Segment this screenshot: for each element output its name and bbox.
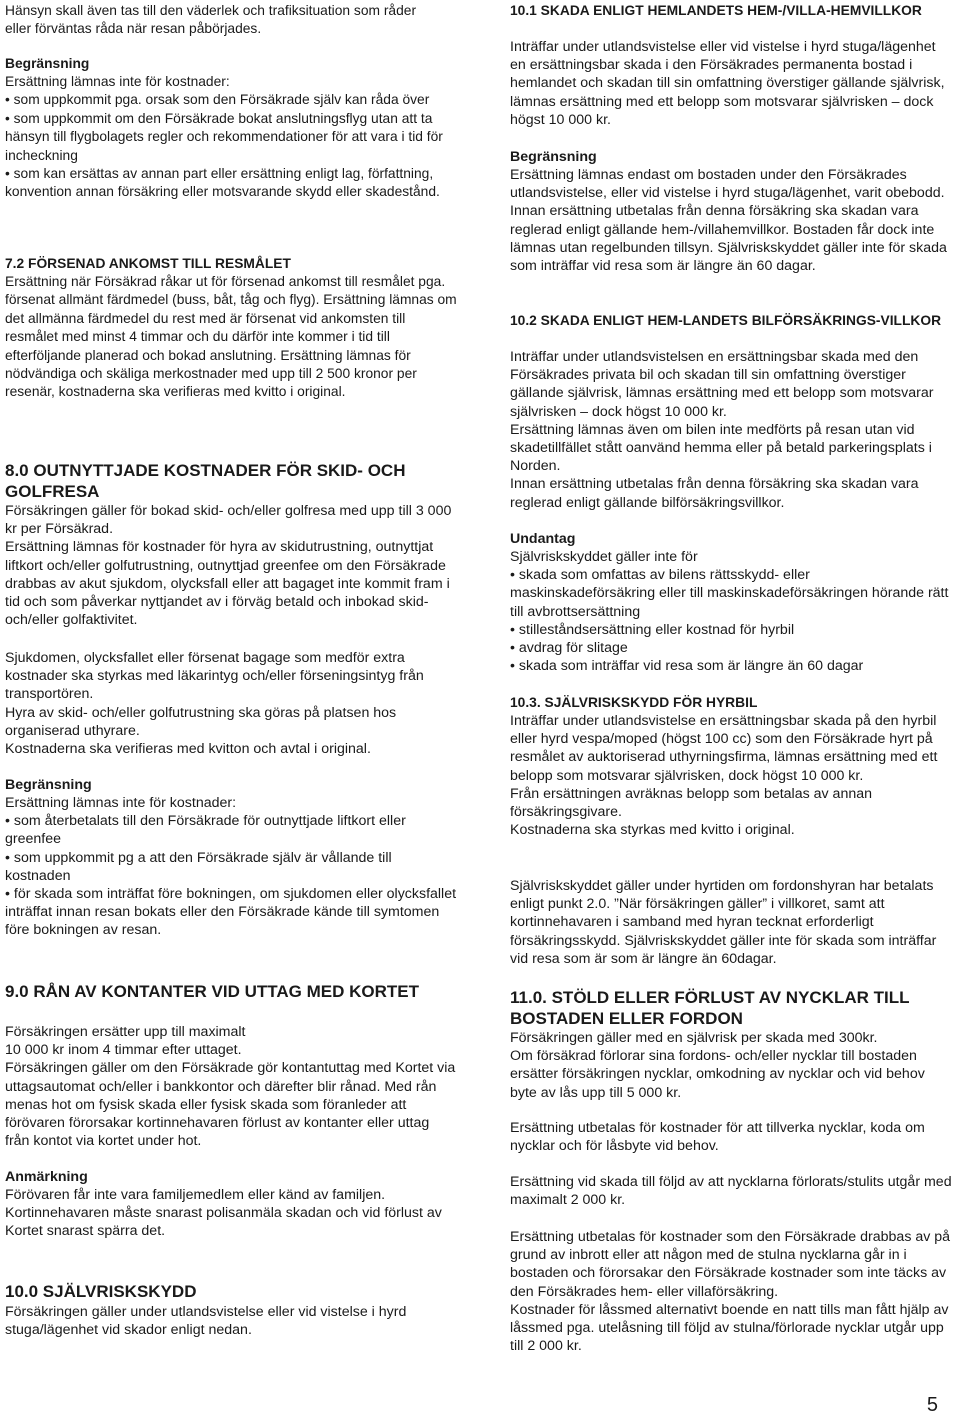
- intro-paragraph: Hänsyn skall även tas till den väderlek och trafiksituation som råder eller förväntas råda när resan påbörjades.: [5, 3, 417, 37]
- section-11-text-4: Ersättning utbetalas för kostnader som den Försäkrade drabbas av på grund av inbrott eller att någon med de stulna nycklarna går in i bostaden och förorsakar den Försäkrade kostnader som inte täcks av den Försäkrades hem- eller villaförsäkring. Kostnader för låssmed alternativt boende en natt tills man fått hjälp av låssmed pga. utelåsning till följd av stulna/förlorade nycklar utgår upp till 2 000 kr.: [510, 1229, 951, 1355]
- section-11-text-3: Ersättning vid skada till följd av att nycklarna förlorats/stulits utgår med maximalt 2 000 kr.: [510, 1174, 952, 1209]
- limitation-heading-2: Begränsning: [5, 777, 92, 793]
- section-10-3-heading: 10.3. SJÄLVRISKSKYDD FÖR HYRBIL: [510, 695, 758, 710]
- section-8-text-2: Sjukdomen, olycksfallet eller försenat bagage som medför extra kostnader ska styrkas med läkarintyg och/eller förseningsintyg från transportören. Hyra av skid- och/eller golfutrustning ska göras på platsen hos organiserad uthyrare. Kostnaderna ska verifieras med kvitton och avtal i original.: [5, 650, 424, 758]
- section-7-2-text: Ersättning när Försäkrad råkar ut för försenad ankomst till resmålet pga. försenat allmänt färdmedel (buss, båt, tåg och flyg). Ersättning lämnas om det allmänna färdmedel du rest med är försenat vid ankomsten till resmålet med minst 4 timmar och du därför inte kommer i tid till efterföljande planerad och bokad anslutning. Ersättning lämnas för nödvändiga och skäliga merkostnader med upp till 2 500 kronor per resenär, kostnaderna ska verifieras med kvitto i original.: [5, 274, 457, 400]
- exceptions-text: Självriskskyddet gäller inte för • skada som omfattas av bilens rättsskydd- eller maskinskadeförsäkring eller till maskinskadeförsäkringen hörande rätt till avbrottsersättning • stilleståndsersättning eller kostnad för hyrbil • avdrag för slitage • skada som inträffar vid resa som är längre än 60 dagar: [510, 549, 949, 675]
- section-10-heading: 10.0 SJÄLVRISKSKYDD: [5, 1282, 197, 1301]
- section-9-heading: 9.0 RÅN AV KONTANTER VID UTTAG MED KORTET: [5, 982, 419, 1001]
- section-9-text: Försäkringen ersätter upp till maximalt 10 000 kr inom 4 timmar efter uttaget. Försäkringen gäller om den Försäkrade gör kontantuttag med Kortet via uttagsautomat och/eller i bankkontor och därefter blir rånad. Med rån menas hot om fysisk skada eller fysisk skada som föranleder att förövaren förorsakar kortinnehavaren förlust av kontanter eller uttag från kontot via kortet under hot.: [5, 1024, 456, 1150]
- section-10-2-text: Inträffar under utlandsvistelsen en ersättningsbar skada med den Försäkrades privata bil och skadan till sin omfattning överstiger gällande självrisk, lämnas ersättning med ett belopp som motsvarar självrisken – dock högst 10 000 kr. Ersättning lämnas även om bilen inte medförts på resan utan vid skadetillfället stått oanvänd hemma eller på betald parkeringsplats i Norden. Innan ersättning utbetalas från denna försäkring ska skadan vara reglerad enligt gällande bilförsäkringsvillkor.: [510, 349, 934, 511]
- section-7-2-heading: 7.2 FÖRSENAD ANKOMST TILL RESMÅLET: [5, 256, 291, 271]
- section-11-text-1: Försäkringen gäller med en självrisk per skada med 300kr. Om försäkrad förlorar sina fordons- och/eller nycklar till bostaden ersätter försäkringen nycklar, omkodning av nycklar och vid behov byte av lås upp till 5 000 kr.: [510, 1030, 925, 1101]
- limitation-heading-1: Begränsning: [5, 56, 90, 71]
- section-10-text: Försäkringen gäller under utlandsvistelse eller vid vistelse i hyrd stuga/lägenhet vid skador enligt nedan.: [5, 1304, 407, 1339]
- limitation-text-2: Ersättning lämnas inte för kostnader: • som återbetalats till den Försäkrade för outnyttjade liftkort eller greenfee • som uppkommit pg a att den Försäkrade själv är vållande till kostnaden • för skada som inträffat före bokningen, om sjukdomen eller olycksfallet inträffat innan resan bokats eller den Försäkrade kände till symtomen före bokningen av resan.: [5, 795, 457, 939]
- section-8-heading: 8.0 OUTNYTTJADE KOSTNADER FÖR SKID- OCH GOLFRESA: [5, 461, 406, 501]
- limitation-text-1: Ersättning lämnas inte för kostnader: • som uppkommit pga. orsak som den Försäkrade själv kan råda över • som uppkommit om den Försäkrade bokat anslutningsflyg utan att ta hänsyn till flygbolagets regler och rekommendationer för att vara i tid för incheckning • som kan ersättas av annan part eller ersättning enligt lag, författning, konvention annan försäkring eller motsvarande skydd eller skadestånd.: [5, 74, 443, 200]
- section-10-1-heading: 10.1 SKADA ENLIGT HEMLANDETS HEM-/VILLA-HEMVILLKOR: [510, 3, 922, 18]
- limitation-heading-right: Begränsning: [510, 149, 597, 165]
- limitation-text-right: Ersättning lämnas endast om bostaden under den Försäkrades utlandsvistelse, eller vid vistelse i hyrd stuga/lägenhet, varit obebodd. Innan ersättning utbetalas från denna försäkring ska skadan vara reglerad enligt gällande hem-/villahemvillkor. Bostaden får dock inte lämnas utan regelbunden tillsyn. Självriskskyddet gäller inte för skada som inträffar vid resa som är längre än 60 dagar.: [510, 167, 947, 275]
- section-10-2-heading: 10.2 SKADA ENLIGT HEM-LANDETS BILFÖRSÄKRINGS-VILLKOR: [510, 313, 942, 328]
- note-text: Förövaren får inte vara familjemedlem eller känd av familjen. Kortinnehavaren måste snarast polisanmäla skadan och vid förlust av Kortet snarast spärra det.: [5, 1187, 442, 1240]
- section-11-heading: 11.0. STÖLD ELLER FÖRLUST AV NYCKLAR TILL BOSTADEN ELLER FORDON: [510, 988, 910, 1028]
- exceptions-heading: Undantag: [510, 531, 576, 547]
- page-number: 5: [926, 1394, 938, 1416]
- section-10-3-text-2: Självriskskyddet gäller under hyrtiden om fordonshyran har betalats enligt punkt 2.0. ”När försäkringen gäller” i villkoret, samt att kortinnehavaren i samband med hyran tecknat erforderligt försäkringsskydd. Självriskskyddet gäller inte för skada som inträffar vid resa som är som är längre än 60dagar.: [510, 878, 937, 967]
- note-heading: Anmärkning: [5, 1169, 88, 1185]
- section-10-1-text: Inträffar under utlandsvistelse eller vid vistelse i hyrd stuga/lägenhet en ersättningsbar skada i den Försäkrades permanenta bostad i hemlandet och skadan till sin omfattning överstiger gällande självrisk, lämnas ersättning med ett belopp som motsvarar självrisken – dock högst 10 000 kr.: [510, 39, 945, 128]
- section-8-text-1: Försäkringen gäller för bokad skid- och/eller golfresa med upp till 3 000 kr per Försäkrad. Ersättning lämnas för kostnader för hyra av skidutrustning, outnyttjat liftkort och/eller golfutrustning, outnyttjad greenfee om den Försäkrade drabbas av akut sjukdom, olycksfall eller att bagaget inte kommit fram i tid och som påverkar nyttjandet av i förväg betald och inbokad skid- och/eller golfaktivitet.: [5, 503, 452, 629]
- section-11-text-2: Ersättning utbetalas för kostnader för att tillverka nycklar, koda om nycklar och för låsbyte vid behov.: [510, 1120, 925, 1155]
- section-10-3-text: Inträffar under utlandsvistelse en ersättningsbar skada på den hyrbil eller hyrd vespa/moped (högst 100 cc) som den Försäkrade hyrt på resmålet av auktoriserad uthyrningsfirma, lämnas ersättning med ett belopp som motsvarar självrisken, dock högst 10 000 kr. Från ersättningen avräknas belopp som betalas av annan försäkringsgivare. Kostnaderna ska styrkas med kvitto i original.: [510, 713, 938, 839]
